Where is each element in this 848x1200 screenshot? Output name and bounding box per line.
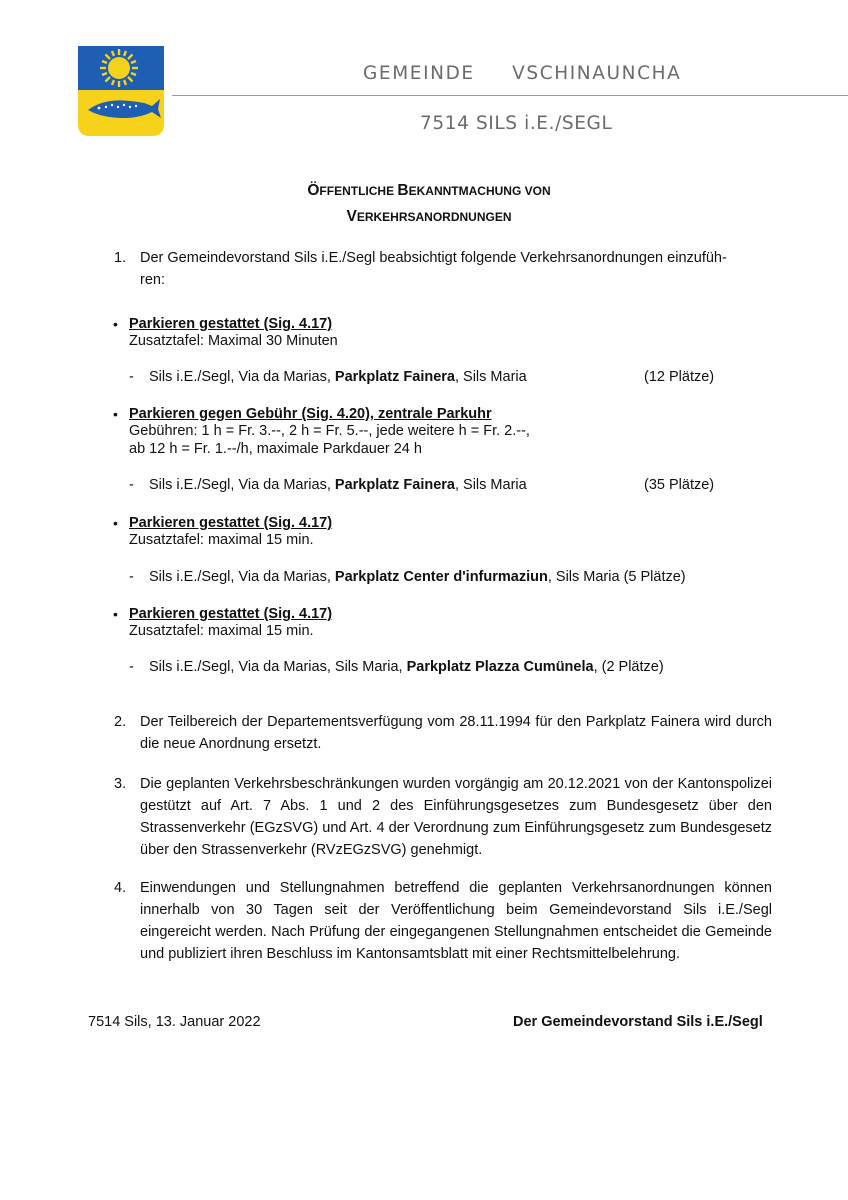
bullet-2-note-2: ab 12 h = Fr. 1.--/h, maximale Parkdauer 24 h xyxy=(129,441,422,457)
bullet-2-heading: Parkieren gegen Gebühr (Sig. 4.20), zentrale Parkuhr xyxy=(129,406,492,422)
dash-marker: - xyxy=(129,477,134,493)
item-3-text: Die geplanten Verkehrsbeschränkungen wurden vorgängig am 20.12.2021 von der Kantonspolizei gestützt auf Art. 7 Abs. 1 und 2 des Einführungsgesetzes zum Bundesgesetz über den Strassenverkehr (EGzSVG) und Art. 4 der Verordnung zum Einführungsgesetz zum Bundesgesetz über den Strassenverkehr (RVzEGzSVG) genehmigt. xyxy=(140,776,772,858)
bullet-1-entry: Sils i.E./Segl, Via da Marias, Parkplatz Fainera, Sils Maria xyxy=(149,369,527,385)
bullet-2-entry: Sils i.E./Segl, Via da Marias, Parkplatz Fainera, Sils Maria xyxy=(149,477,527,493)
place-and-date: 7514 Sils, 13. Januar 2022 xyxy=(88,1014,261,1030)
bullet-icon: • xyxy=(113,515,118,531)
letterhead-divider xyxy=(172,95,848,96)
municipality-crest-logo xyxy=(74,46,164,136)
bullet-3-entry: Sils i.E./Segl, Via da Marias, Parkplatz Center d'infurmaziun, Sils Maria (5 Plätze) xyxy=(149,569,686,585)
letterhead-address: 7514 SILS i.E./SEGL xyxy=(420,113,613,134)
item-1-text-line2: ren: xyxy=(140,272,165,288)
item-1-text-line1: Der Gemeindevorstand Sils i.E./Segl beabsichtigt folgende Verkehrsanordnungen einzufüh- xyxy=(140,250,727,266)
bullet-2-note-1: Gebühren: 1 h = Fr. 3.--, 2 h = Fr. 5.--, jede weitere h = Fr. 2.--, xyxy=(129,423,530,439)
dash-marker: - xyxy=(129,569,134,585)
bullet-4-note: Zusatztafel: maximal 15 min. xyxy=(129,623,314,639)
signature-line: Der Gemeindevorstand Sils i.E./Segl xyxy=(513,1014,763,1030)
item-1-number: 1. xyxy=(114,250,127,266)
bullet-1-heading: Parkieren gestattet (Sig. 4.17) xyxy=(129,316,333,332)
bullet-3-heading: Parkieren gestattet (Sig. 4.17) xyxy=(129,515,333,531)
bullet-4-heading: Parkieren gestattet (Sig. 4.17) xyxy=(129,606,333,622)
item-4-number: 4. xyxy=(114,880,127,896)
document-title: ÖFFENTLICHE BEKANNTMACHUNG VON VERKEHRSANORDNUNGEN xyxy=(307,182,551,225)
dash-marker: - xyxy=(129,369,134,385)
bullet-2-places: (35 Plätze) xyxy=(644,477,715,493)
item-3-number: 3. xyxy=(114,776,127,792)
bullet-icon: • xyxy=(113,316,118,332)
bullet-icon: • xyxy=(113,406,118,422)
bullet-icon: • xyxy=(113,606,118,622)
item-2-number: 2. xyxy=(114,714,127,730)
bullet-1-note: Zusatztafel: Maximal 30 Minuten xyxy=(129,333,338,349)
letterhead-municipality: GEMEINDE VSCHINAUNCHA xyxy=(363,63,682,84)
item-2-text: Der Teilbereich der Departementsverfügung vom 28.11.1994 für den Parkplatz Fainera wird durch die neue Anordnung ersetzt. xyxy=(140,714,772,752)
bullet-4-entry: Sils i.E./Segl, Via da Marias, Sils Maria, Parkplatz Plazza Cumünela, (2 Plätze) xyxy=(149,659,664,675)
bullet-3-note: Zusatztafel: maximal 15 min. xyxy=(129,532,314,548)
item-4-text: Einwendungen und Stellungnahmen betreffend die geplanten Verkehrsanordnungen können innerhalb von 30 Tagen seit der Veröffentlichung beim Gemeindevorstand Sils i.E./Segl eingereicht werden. Nach Prüfung der eingegangenen Stellungnahmen entscheidet die Gemeinde und publiziert ihren Beschluss im Kantonsamtsblatt mit einer Rechtsmittelbelehrung. xyxy=(140,880,772,962)
dash-marker: - xyxy=(129,659,134,675)
bullet-1-places: (12 Plätze) xyxy=(644,369,715,385)
